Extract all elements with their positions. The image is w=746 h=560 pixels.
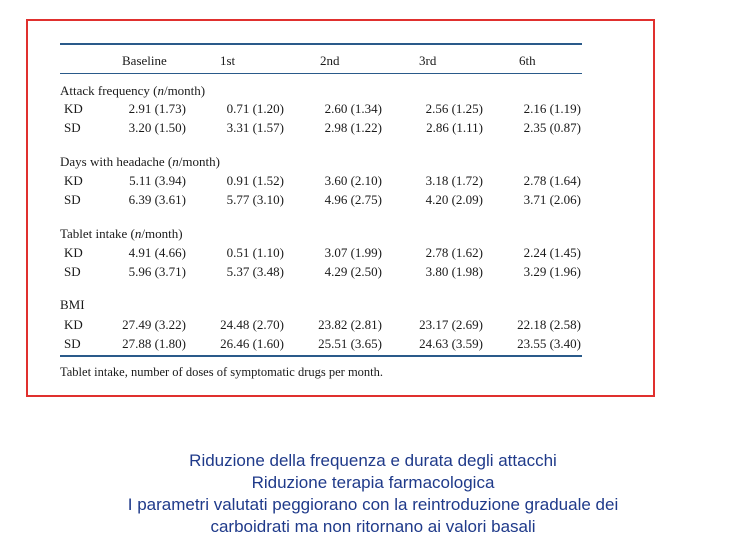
table-cell: 3.31 (1.57) — [226, 120, 284, 135]
table-cell: 5.37 (3.48) — [226, 264, 284, 279]
column-header-2nd: 2nd — [320, 53, 340, 68]
table-cell: 2.60 (1.34) — [324, 101, 382, 116]
table-cell: 0.71 (1.20) — [226, 101, 284, 116]
table-bottom-rule — [60, 355, 582, 357]
section-title: BMI — [60, 297, 85, 312]
table-cell: 3.07 (1.99) — [324, 245, 382, 260]
table-cell: 24.48 (2.70) — [220, 317, 284, 332]
table-cell: 2.98 (1.22) — [324, 120, 382, 135]
table-cell: 23.55 (3.40) — [517, 336, 581, 351]
caption-line: Riduzione terapia farmacologica — [251, 473, 495, 492]
caption-line: Riduzione della frequenza e durata degli attacchi — [189, 451, 557, 470]
table-cell: 6.39 (3.61) — [128, 192, 186, 207]
table-cell: 26.46 (1.60) — [220, 336, 284, 351]
table-cell: 27.49 (3.22) — [122, 317, 186, 332]
table-cell: 3.29 (1.96) — [523, 264, 581, 279]
column-header-3rd: 3rd — [419, 53, 437, 68]
table-cell: 27.88 (1.80) — [122, 336, 186, 351]
table-cell: 2.56 (1.25) — [425, 101, 483, 116]
table-cell: 5.77 (3.10) — [226, 192, 284, 207]
table-cell: 2.91 (1.73) — [128, 101, 186, 116]
table-cell: 4.96 (2.75) — [324, 192, 382, 207]
table-cell: 23.17 (2.69) — [419, 317, 483, 332]
table-cell: 0.91 (1.52) — [226, 173, 284, 188]
table-cell: 4.29 (2.50) — [324, 264, 382, 279]
row-label: KD — [64, 317, 83, 332]
table-cell: 3.71 (2.06) — [523, 192, 581, 207]
table-cell: 25.51 (3.65) — [318, 336, 382, 351]
table-cell: 22.18 (2.58) — [517, 317, 581, 332]
table-footnote: Tablet intake, number of doses of symptomatic drugs per month. — [60, 365, 384, 379]
section-title: Days with headache (n/month) — [60, 154, 220, 169]
row-label: SD — [64, 264, 81, 279]
table-cell: 3.20 (1.50) — [128, 120, 186, 135]
row-label: KD — [64, 245, 83, 260]
header-rule — [60, 73, 582, 74]
caption-line: I parametri valutati peggiorano con la reintroduzione graduale dei — [127, 495, 619, 514]
table-cell: 2.16 (1.19) — [523, 101, 581, 116]
row-label: KD — [64, 101, 83, 116]
column-header-6th: 6th — [519, 53, 536, 68]
caption-line: carboidrati ma non ritornano ai valori basali — [210, 517, 536, 536]
table-cell: 2.24 (1.45) — [523, 245, 581, 260]
section-title: Tablet intake (n/month) — [60, 226, 183, 241]
table-cell: 3.60 (2.10) — [324, 173, 382, 188]
table-top-rule — [60, 43, 582, 45]
table-cell: 4.20 (2.09) — [425, 192, 483, 207]
column-header-baseline: Baseline — [122, 53, 167, 68]
row-label: SD — [64, 336, 81, 351]
row-label: SD — [64, 192, 81, 207]
column-header-1st: 1st — [220, 53, 236, 68]
table-cell: 2.86 (1.11) — [426, 120, 483, 135]
table-cell: 2.78 (1.64) — [523, 173, 581, 188]
table-cell: 5.96 (3.71) — [128, 264, 186, 279]
table-cell: 5.11 (3.94) — [129, 173, 186, 188]
table-cell: 3.18 (1.72) — [425, 173, 483, 188]
table-cell: 2.35 (0.87) — [523, 120, 581, 135]
table-frame — [26, 19, 655, 397]
table-cell: 24.63 (3.59) — [419, 336, 483, 351]
table-cell: 0.51 (1.10) — [226, 245, 284, 260]
row-label: SD — [64, 120, 81, 135]
table-cell: 3.80 (1.98) — [425, 264, 483, 279]
table-cell: 2.78 (1.62) — [425, 245, 483, 260]
section-title: Attack frequency (n/month) — [60, 83, 206, 98]
row-label: KD — [64, 173, 83, 188]
table-cell: 4.91 (4.66) — [128, 245, 186, 260]
table-cell: 23.82 (2.81) — [318, 317, 382, 332]
